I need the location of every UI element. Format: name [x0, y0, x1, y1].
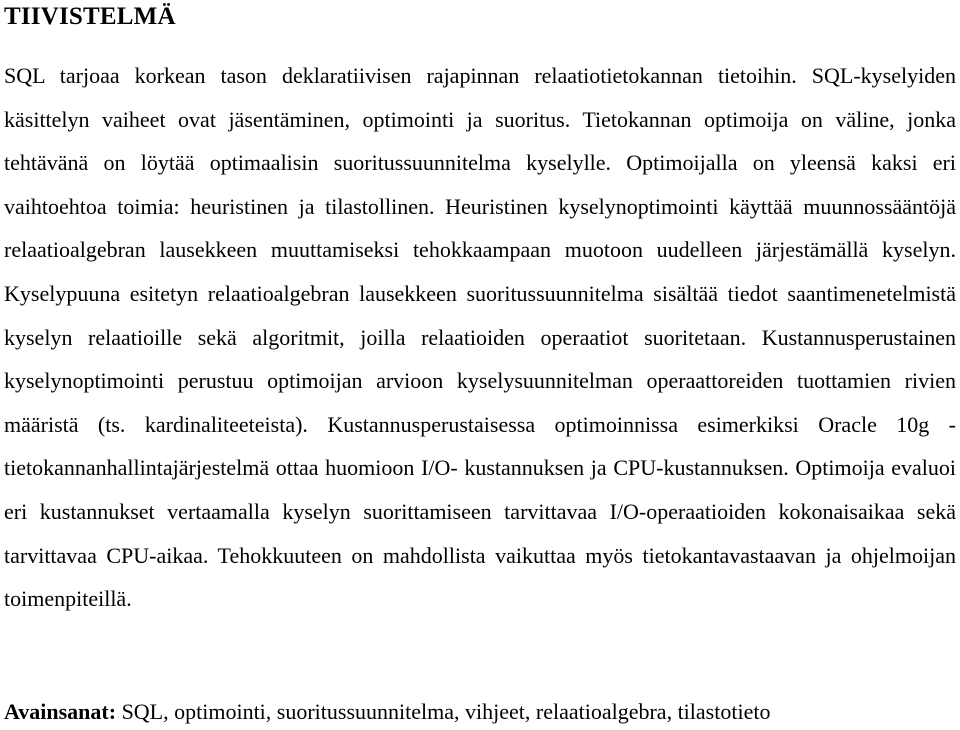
section-heading: TIIVISTELMÄ: [4, 3, 176, 30]
keywords-value: SQL, optimointi, suoritussuunnitelma, vihjeet, relaatioalgebra, tilastotieto: [121, 699, 771, 724]
keywords-label: Avainsanat:: [4, 699, 117, 724]
keywords-line: [4, 697, 956, 727]
abstract-paragraph: SQL tarjoaa korkean tason deklaratiivisen rajapinnan relaatiotietokannan tietoihin. SQL-kyselyiden käsittelyn vaiheet ovat jäsentäminen, optimointi ja suoritus. Tietokannan optimoija on väline, jonka tehtävänä on löytää optimaalisin suoritussuunnitelma kyselylle. Optimoijalla on yleensä kaksi eri vaihtoehtoa toimia: heuristinen ja tilastollinen. Heuristinen kyselynoptimointi käyttää muunnossääntöjä relaatioalgebran lausekkeen muuttamiseksi tehokkaampaan muotoon uudelleen järjestämällä kyselyn. Kyselypuuna esitetyn relaatioalgebran lausekkeen suoritussuunnitelma sisältää tiedot saantimenetelmistä kyselyn relaatioille sekä algoritmit, joilla relaatioiden operaatiot suoritetaan. Kustannusperustainen kyselynoptimointi perustuu optimoijan arvioon kyselysuunnitelman operaattoreiden tuottamien rivien määristä (ts. kardinaliteeteista). Kustannusperustaisessa optimoinnissa esimerkiksi Oracle 10g -tietokannanhallintajärjestelmä ottaa huomioon I/O- kustannuksen ja CPU-kustannuksen. Optimoija evaluoi eri kustannukset vertaamalla kyselyn suorittamiseen tarvittavaa I/O-operaatioiden kokonaisaikaa sekä tarvittavaa CPU-aikaa. Tehokkuuteen on mahdollista vaikuttaa myös tietokantavastaavan ja ohjelmoijan toimenpiteillä.: [4, 63, 956, 612]
